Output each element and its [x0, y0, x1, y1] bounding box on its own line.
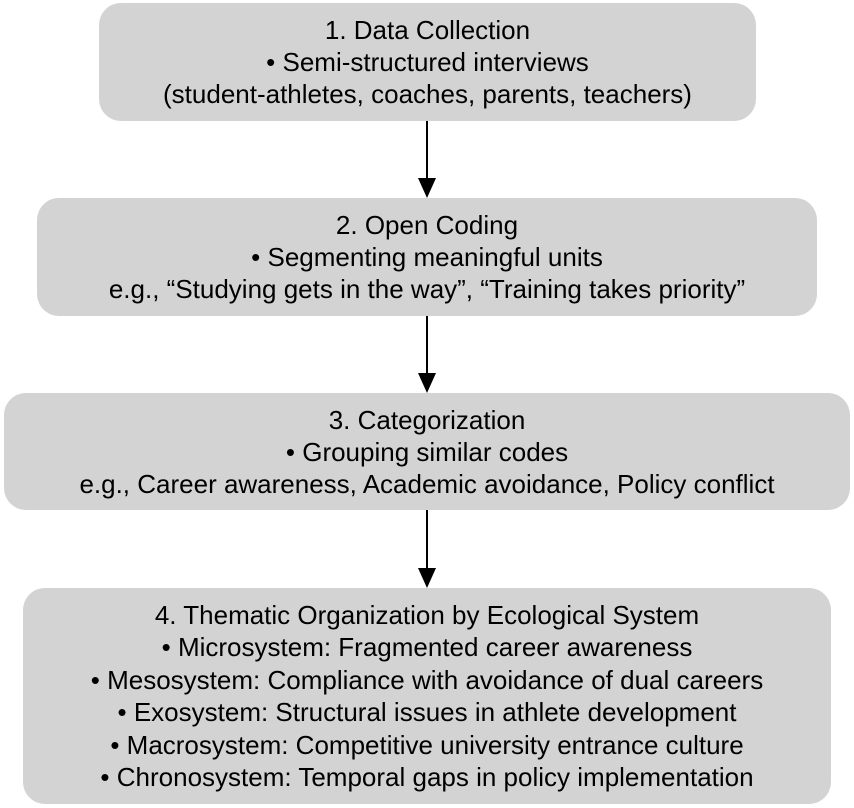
arrow-2-to-3: [418, 316, 436, 393]
step-bullet: • Segmenting meaningful units: [251, 242, 603, 272]
step-box-thematic-organization: [23, 588, 831, 804]
arrow-3-to-4: [418, 510, 436, 588]
arrow-1-to-2: [418, 121, 436, 198]
step-detail: (student-athletes, coaches, parents, teachers): [163, 79, 692, 109]
step-bullet: • Semi-structured interviews: [266, 47, 589, 77]
step-title: 2. Open Coding: [335, 210, 519, 240]
mesosystem-item: • Mesosystem: Compliance with avoidance of dual careers: [90, 664, 764, 695]
step-title: 1. Data Collection: [324, 15, 531, 45]
microsystem-item: • Microsystem: Fragmented career awareness: [161, 632, 693, 662]
step-detail: e.g., Career awareness, Academic avoidance, Policy conflict: [79, 468, 775, 499]
step-title: 4. Thematic Organization by Ecological System: [154, 599, 700, 630]
exosystem-item: • Exosystem: Structural issues in athlete development: [117, 697, 737, 727]
step-bullet: • Grouping similar codes: [285, 436, 569, 467]
step-title: 3. Categorization: [328, 404, 526, 435]
macrosystem-item: • Macrosystem: Competitive university entrance culture: [110, 729, 744, 760]
step-box-categorization: [4, 393, 850, 510]
step-box-data-collection: [99, 3, 756, 121]
step-detail: e.g., “Studying gets in the way”, “Training takes priority”: [108, 274, 746, 304]
step-box-open-coding: [37, 198, 817, 316]
chronosystem-item: • Chronosystem: Temporal gaps in policy implementation: [100, 762, 754, 792]
